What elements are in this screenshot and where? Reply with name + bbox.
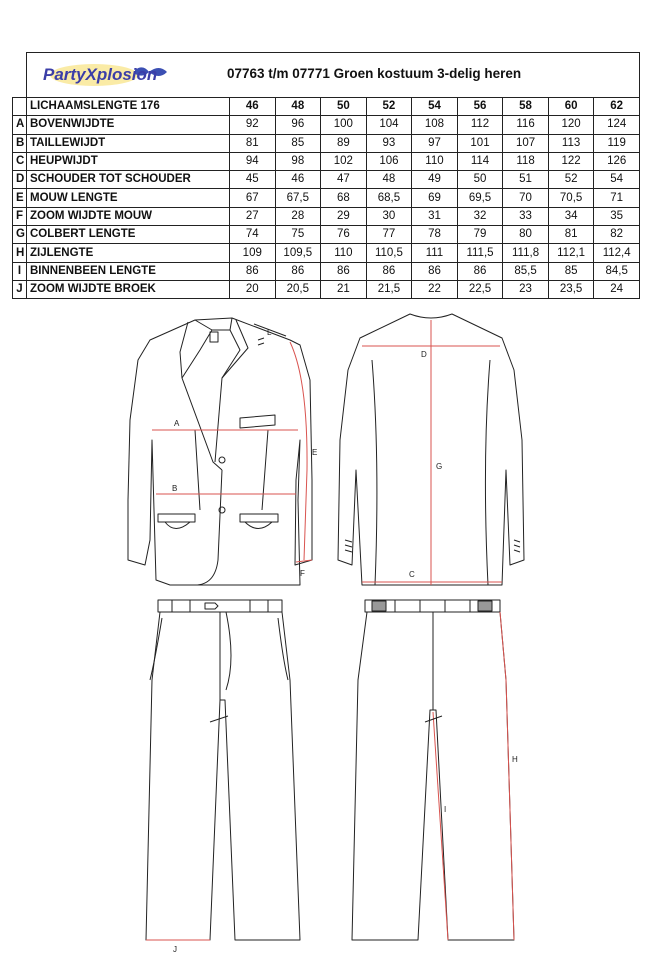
- measurement-value: 45: [230, 171, 276, 189]
- measurement-value: 109: [230, 244, 276, 262]
- measurement-value: 24: [594, 280, 640, 298]
- measurement-value: 77: [366, 226, 412, 244]
- measurement-value: 86: [366, 262, 412, 280]
- label-g: G: [436, 462, 443, 471]
- measurement-value: 32: [457, 207, 503, 225]
- measurement-value: 47: [321, 171, 367, 189]
- measurement-value: 28: [275, 207, 321, 225]
- label-b: B: [172, 484, 178, 493]
- measurement-value: 29: [321, 207, 367, 225]
- size-header: 60: [548, 98, 594, 116]
- measurement-value: 102: [321, 152, 367, 170]
- measurement-value: 118: [503, 152, 549, 170]
- measurement-value: 81: [548, 226, 594, 244]
- measurement-value: 30: [366, 207, 412, 225]
- measurement-value: 96: [275, 116, 321, 134]
- table-row: [13, 116, 640, 134]
- table-row: [13, 262, 640, 280]
- measurement-value: 111: [412, 244, 458, 262]
- party-xplosion-logo: [39, 58, 174, 90]
- measurement-value: 85: [548, 262, 594, 280]
- table-row: [13, 244, 640, 262]
- trousers-back-drawing: [352, 600, 514, 940]
- row-letter: B: [13, 134, 27, 152]
- logo-text: PartyXplosion: [43, 65, 158, 84]
- measurement-value: 82: [594, 226, 640, 244]
- measurement-value: 107: [503, 134, 549, 152]
- measurement-value: 20: [230, 280, 276, 298]
- measurement-value: 35: [594, 207, 640, 225]
- size-header: 50: [321, 98, 367, 116]
- measurement-value: 108: [412, 116, 458, 134]
- measurement-value: 112: [457, 116, 503, 134]
- table-row: [13, 226, 640, 244]
- size-header: 46: [230, 98, 276, 116]
- measurement-value: 110: [321, 244, 367, 262]
- measurement-value: 86: [412, 262, 458, 280]
- measurement-value: 101: [457, 134, 503, 152]
- label-f: F: [300, 569, 305, 578]
- measurement-label: MOUW LENGTE: [27, 189, 230, 207]
- row-letter: J: [13, 280, 27, 298]
- measurement-value: 94: [230, 152, 276, 170]
- row-letter: A: [13, 116, 27, 134]
- measurement-value: 86: [230, 262, 276, 280]
- measurement-rows: [13, 116, 640, 299]
- measurement-value: 27: [230, 207, 276, 225]
- measurement-value: 22,5: [457, 280, 503, 298]
- measurement-value: 80: [503, 226, 549, 244]
- label-c: C: [409, 570, 415, 579]
- table-row: [13, 152, 640, 170]
- measurement-value: 120: [548, 116, 594, 134]
- size-header: 56: [457, 98, 503, 116]
- row-letter: E: [13, 189, 27, 207]
- row-letter: I: [13, 262, 27, 280]
- measurement-value: 86: [321, 262, 367, 280]
- measurement-value: 122: [548, 152, 594, 170]
- table-row: [13, 134, 640, 152]
- measurement-value: 51: [503, 171, 549, 189]
- measurement-value: 119: [594, 134, 640, 152]
- measurement-value: 34: [548, 207, 594, 225]
- size-header: 54: [412, 98, 458, 116]
- measurement-value: 112,1: [548, 244, 594, 262]
- size-table: [12, 52, 640, 299]
- measurement-value: 98: [275, 152, 321, 170]
- measurement-value: 104: [366, 116, 412, 134]
- document-title: 07763 t/m 07771 Groen kostuum 3-delig heren: [227, 66, 522, 81]
- measurement-value: 70,5: [548, 189, 594, 207]
- measurement-value: 78: [412, 226, 458, 244]
- measurement-value: 50: [457, 171, 503, 189]
- measurement-value: 86: [275, 262, 321, 280]
- measurement-value: 23,5: [548, 280, 594, 298]
- size-chart: [12, 52, 640, 299]
- measurement-value: 113: [548, 134, 594, 152]
- measure-line-i: [433, 712, 448, 940]
- measurement-value: 86: [457, 262, 503, 280]
- row-letter: D: [13, 171, 27, 189]
- measurement-value: 124: [594, 116, 640, 134]
- measurement-value: 111,5: [457, 244, 503, 262]
- measurement-value: 31: [412, 207, 458, 225]
- label-i: I: [444, 805, 447, 814]
- measurement-label: HEUPWIJDT: [27, 152, 230, 170]
- measurement-value: 74: [230, 226, 276, 244]
- measurement-value: 69: [412, 189, 458, 207]
- measurement-value: 46: [275, 171, 321, 189]
- measurement-value: 70: [503, 189, 549, 207]
- label-d: D: [421, 350, 427, 359]
- size-header: 52: [366, 98, 412, 116]
- title-row: [13, 53, 640, 98]
- size-header: 48: [275, 98, 321, 116]
- measurement-label: COLBERT LENGTE: [27, 226, 230, 244]
- measurement-value: 79: [457, 226, 503, 244]
- measurement-label: SCHOUDER TOT SCHOUDER: [27, 171, 230, 189]
- measurement-value: 93: [366, 134, 412, 152]
- measurement-label: ZIJLENGTE: [27, 244, 230, 262]
- measurement-value: 48: [366, 171, 412, 189]
- measurement-value: 33: [503, 207, 549, 225]
- measurement-value: 68,5: [366, 189, 412, 207]
- table-row: [13, 207, 640, 225]
- label-e: E: [312, 448, 318, 457]
- measurement-value: 116: [503, 116, 549, 134]
- size-header: 62: [594, 98, 640, 116]
- measurement-value: 67,5: [275, 189, 321, 207]
- label-l: L: [267, 328, 272, 337]
- measurement-value: 20,5: [275, 280, 321, 298]
- measurement-label: ZOOM WIJDTE BROEK: [27, 280, 230, 298]
- measurement-value: 71: [594, 189, 640, 207]
- size-header-row: [13, 98, 640, 116]
- table-row: [13, 189, 640, 207]
- measurement-value: 106: [366, 152, 412, 170]
- measurement-value: 92: [230, 116, 276, 134]
- measurement-value: 110: [412, 152, 458, 170]
- measurement-value: 81: [230, 134, 276, 152]
- label-j: J: [173, 945, 177, 954]
- row-letter: H: [13, 244, 27, 262]
- measurement-value: 67: [230, 189, 276, 207]
- row-letter: F: [13, 207, 27, 225]
- label-h: H: [512, 755, 518, 764]
- trousers-front-drawing: [146, 600, 300, 940]
- measure-line-h: [500, 612, 514, 940]
- measurement-value: 69,5: [457, 189, 503, 207]
- measurement-value: 114: [457, 152, 503, 170]
- measurement-value: 76: [321, 226, 367, 244]
- measurement-value: 52: [548, 171, 594, 189]
- body-length-label: LICHAAMSLENGTE 176: [27, 98, 230, 116]
- measurement-label: BINNENBEEN LENGTE: [27, 262, 230, 280]
- measurement-value: 111,8: [503, 244, 549, 262]
- row-letter: G: [13, 226, 27, 244]
- measurement-value: 97: [412, 134, 458, 152]
- measurement-value: 112,4: [594, 244, 640, 262]
- measurement-label: TAILLEWIJDT: [27, 134, 230, 152]
- measurement-value: 68: [321, 189, 367, 207]
- measurement-value: 49: [412, 171, 458, 189]
- garment-drawings: [0, 300, 650, 976]
- row-letter: C: [13, 152, 27, 170]
- measurement-value: 109,5: [275, 244, 321, 262]
- title-cell: [27, 53, 640, 98]
- table-row: [13, 280, 640, 298]
- measurement-value: 75: [275, 226, 321, 244]
- label-a: A: [174, 419, 180, 428]
- measurement-value: 110,5: [366, 244, 412, 262]
- measurement-value: 54: [594, 171, 640, 189]
- measurement-label: BOVENWIJDTE: [27, 116, 230, 134]
- measurement-value: 21: [321, 280, 367, 298]
- measurement-lines: [146, 320, 514, 940]
- measurement-value: 126: [594, 152, 640, 170]
- measurement-value: 100: [321, 116, 367, 134]
- size-header: 58: [503, 98, 549, 116]
- measurement-value: 21,5: [366, 280, 412, 298]
- measurement-value: 23: [503, 280, 549, 298]
- jacket-front-drawing: [128, 318, 312, 585]
- measurement-value: 84,5: [594, 262, 640, 280]
- table-row: [13, 171, 640, 189]
- measurement-value: 22: [412, 280, 458, 298]
- measurement-value: 85,5: [503, 262, 549, 280]
- measurement-label: ZOOM WIJDTE MOUW: [27, 207, 230, 225]
- measurement-value: 89: [321, 134, 367, 152]
- measurement-value: 85: [275, 134, 321, 152]
